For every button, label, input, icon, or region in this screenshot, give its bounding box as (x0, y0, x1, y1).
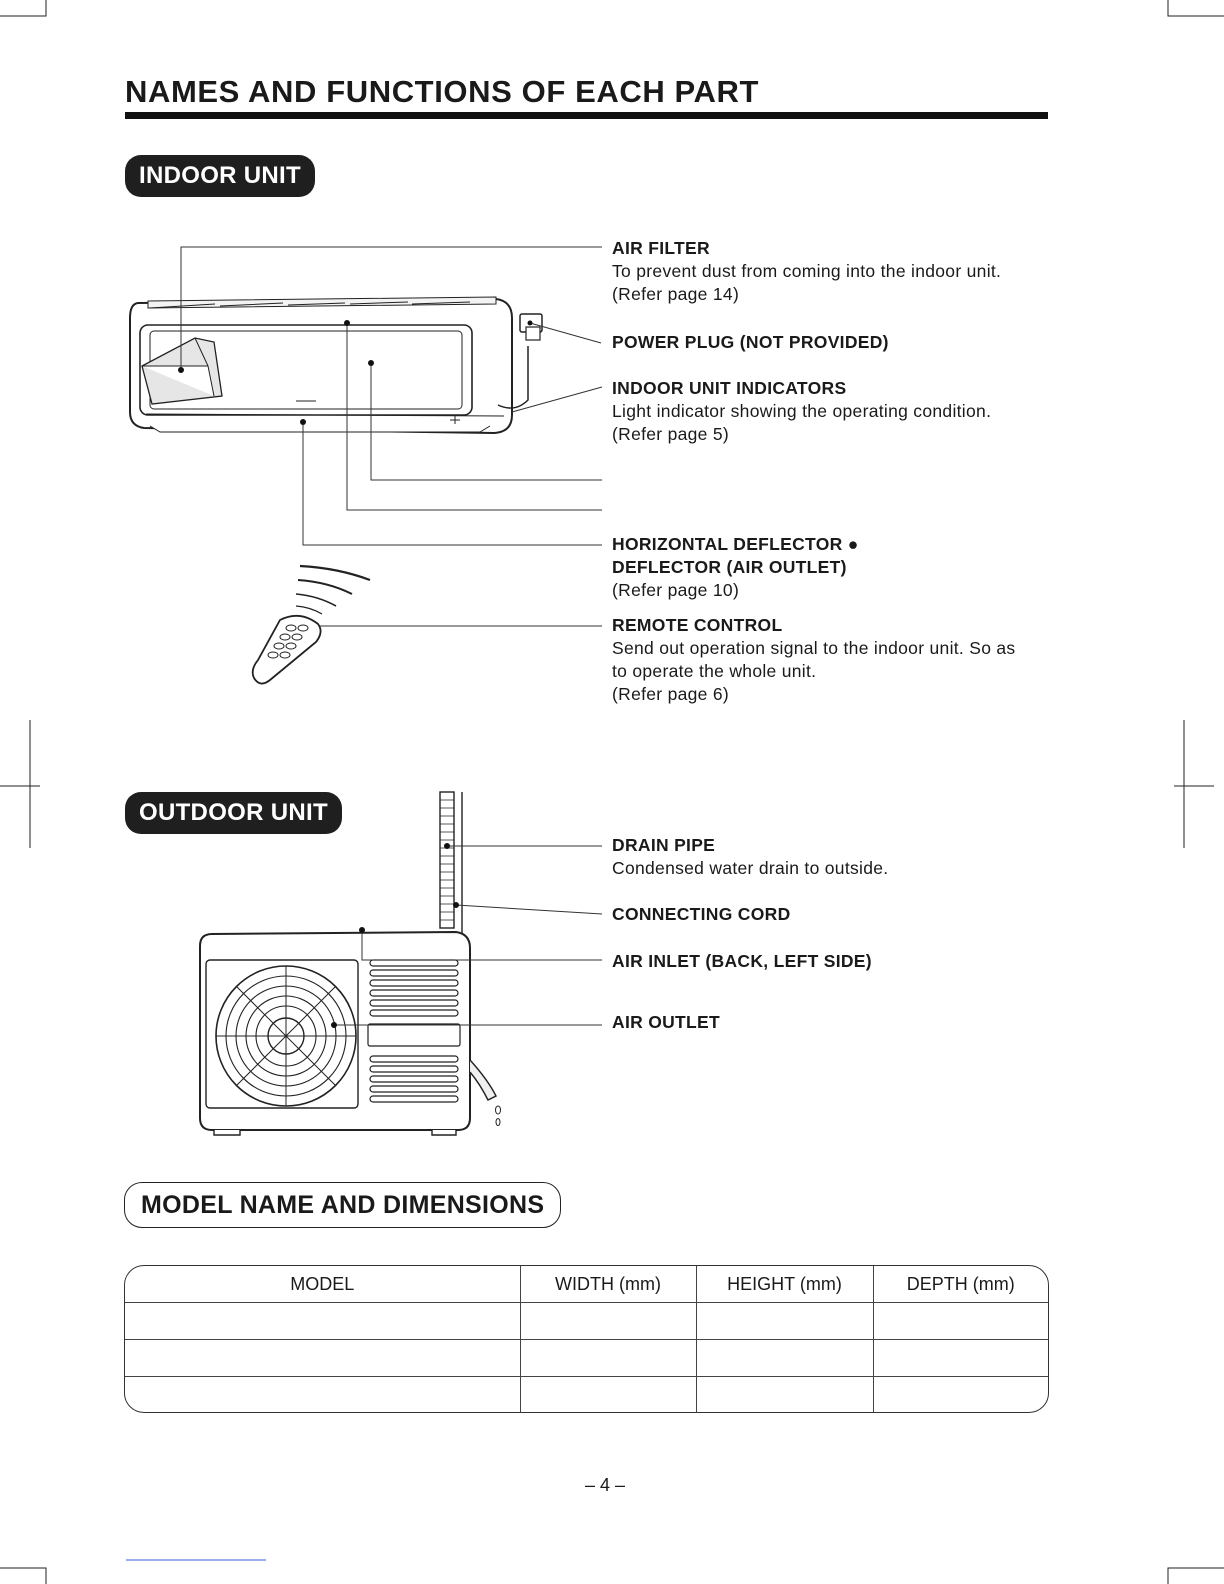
label-remote-control (612, 614, 1016, 706)
label-heading: AIR OUTLET (612, 1012, 720, 1032)
label-heading: HORIZONTAL DEFLECTOR ● (612, 534, 859, 554)
label-text: (Refer page 10) (612, 580, 740, 600)
table-row (125, 1340, 1048, 1377)
column-header-model: MODEL (125, 1266, 520, 1303)
label-text: To prevent dust from coming into the indoor unit. (612, 261, 1002, 281)
table-header-row (125, 1266, 1048, 1303)
label-heading: AIR INLET (BACK, LEFT SIDE) (612, 951, 872, 971)
outdoor-unit-icon (200, 792, 501, 1135)
label-power-plug (612, 331, 889, 354)
label-connecting-cord (612, 903, 791, 926)
table-cell (125, 1377, 520, 1414)
title-rule (125, 112, 1048, 119)
table-cell (873, 1303, 1048, 1340)
label-text: (Refer page 6) (612, 684, 730, 704)
label-drain-pipe (612, 834, 888, 880)
label-air-filter (612, 237, 1001, 306)
table-cell (873, 1340, 1048, 1377)
table-cell (520, 1303, 696, 1340)
table-cell (125, 1340, 520, 1377)
remote-control-icon (253, 566, 370, 684)
table-cell (696, 1377, 873, 1414)
label-text: Send out operation signal to the indoor unit. So as (612, 638, 1016, 658)
table-row (125, 1377, 1048, 1414)
table-cell (696, 1340, 873, 1377)
label-text: Light indicator showing the operating condition. (612, 401, 992, 421)
label-heading: AIR FILTER (612, 238, 710, 258)
indoor-unit-badge: INDOOR UNIT (125, 155, 315, 197)
label-text: to operate the whole unit. (612, 661, 817, 681)
column-header-height: HEIGHT (mm) (696, 1266, 873, 1303)
label-heading: CONNECTING CORD (612, 904, 791, 924)
table-cell (520, 1377, 696, 1414)
label-text: (Refer page 14) (612, 284, 740, 304)
label-heading: DEFLECTOR (AIR OUTLET) (612, 557, 847, 577)
label-heading: POWER PLUG (NOT PROVIDED) (612, 332, 889, 352)
label-heading: DRAIN PIPE (612, 835, 716, 855)
table-cell (873, 1377, 1048, 1414)
label-heading: INDOOR UNIT INDICATORS (612, 378, 847, 398)
model-dimensions-badge: MODEL NAME AND DIMENSIONS (124, 1182, 561, 1228)
column-header-depth: DEPTH (mm) (873, 1266, 1048, 1303)
label-text: (Refer page 5) (612, 424, 730, 444)
label-horizontal-deflector (612, 533, 859, 602)
table-cell (520, 1340, 696, 1377)
outdoor-unit-badge: OUTDOOR UNIT (125, 792, 342, 834)
label-air-inlet (612, 950, 872, 973)
air-conditioner-indoor-unit-icon (130, 297, 542, 433)
label-text: Condensed water drain to outside. (612, 858, 889, 878)
page-number: – 4 – (584, 1475, 626, 1495)
table-cell (125, 1303, 520, 1340)
label-air-outlet (612, 1011, 720, 1034)
column-header-width: WIDTH (mm) (520, 1266, 696, 1303)
label-heading: REMOTE CONTROL (612, 615, 783, 635)
page-title: NAMES AND FUNCTIONS OF EACH PART (125, 74, 760, 109)
model-dimensions-table (124, 1265, 1049, 1413)
table-cell (696, 1303, 873, 1340)
label-indoor-unit-indicators (612, 377, 991, 446)
table-row (125, 1303, 1048, 1340)
